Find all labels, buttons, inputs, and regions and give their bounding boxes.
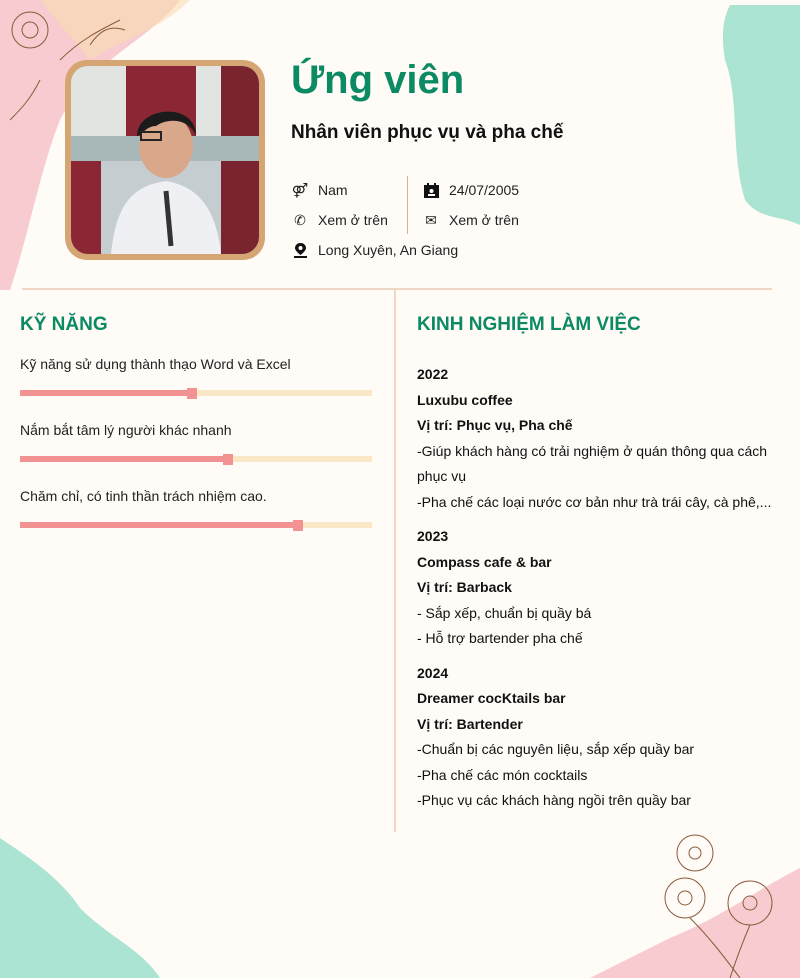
info-phone [291,212,388,228]
header-divider [22,288,772,290]
experience-list [417,362,777,823]
info-birthday [422,182,519,198]
skill-progress-knob [187,388,197,399]
phone-icon: ✆ [294,211,306,228]
envelope-icon: ✉ [425,211,437,228]
job-item [417,524,777,652]
experience-title: KINH NGHIỆM LÀM VIỆC [417,314,641,335]
gender-value: Nam [318,182,348,198]
skill-item [20,488,372,528]
location-icon [291,242,309,258]
gender-icon: ⚤ [291,181,309,198]
info-address [291,242,458,258]
phone-value: Xem ở trên [318,212,388,228]
skill-progress-knob [293,520,303,531]
email-value: Xem ở trên [449,212,519,228]
job-description: -Pha chế các món cocktails [417,766,588,783]
skill-progress-bar [20,390,372,396]
skill-label: Kỹ năng sử dụng thành thạo Word và Excel [20,356,291,372]
job-year: 2023 [417,528,449,544]
job-description: -Chuẩn bị các nguyên liệu, sắp xếp quầy bar [417,741,695,757]
candidate-name: Ứng viên [291,58,465,102]
skill-progress-fill [20,522,298,528]
info-email [422,212,519,228]
job-description: - Hỗ trợ bartender pha chế [417,630,583,646]
job-position: Vị trí: Phục vụ, Pha chế [417,417,573,433]
skills-title: KỸ NĂNG [20,314,108,335]
address-value: Long Xuyên, An Giang [318,242,459,258]
profile-photo [71,66,259,254]
job-company: Luxubu coffee [417,391,513,408]
skill-progress-fill [20,390,192,396]
job-company: Dreamer cocKtails bar [417,690,566,706]
job-position: Vị trí: Bartender [417,715,523,732]
job-description: -Pha chế các loại nước cơ bản như trà trái cây, cà phê,... [417,493,772,510]
info-divider [407,176,408,234]
job-description: -Giúp khách hàng có trải nghiệm ở quán thông qua cách phục vụ [417,442,768,484]
birthday-value: 24/07/2005 [449,182,520,198]
column-divider [394,290,396,832]
job-item [417,362,777,515]
job-year: 2022 [417,366,449,382]
job-description: -Phục vụ các khách hàng ngồi trên quầy bar [417,792,691,808]
watercolor-bottom-left-decoration [0,838,200,978]
skill-item [20,422,372,462]
job-description: - Sắp xếp, chuẩn bị quầy bá [417,604,592,621]
skill-progress-knob [223,454,233,465]
job-title: Nhân viên phục vụ và pha chế [291,122,564,143]
skill-label: Chăm chỉ, có tinh thần trách nhiệm cao. [20,488,267,504]
job-company: Compass cafe & bar [417,553,552,570]
job-item [417,661,777,814]
calendar-icon [422,182,440,198]
job-position: Vị trí: Barback [417,579,512,595]
skill-item [20,356,372,396]
floral-bottom-right-decoration [550,828,800,978]
watercolor-top-right-decoration [710,0,800,230]
skill-label: Nắm bắt tâm lý người khác nhanh [20,422,232,438]
skill-progress-bar [20,522,372,528]
skill-progress-bar [20,456,372,462]
skill-progress-fill [20,456,228,462]
profile-photo-frame [65,60,265,260]
info-gender [291,182,348,198]
job-year: 2024 [417,664,449,681]
